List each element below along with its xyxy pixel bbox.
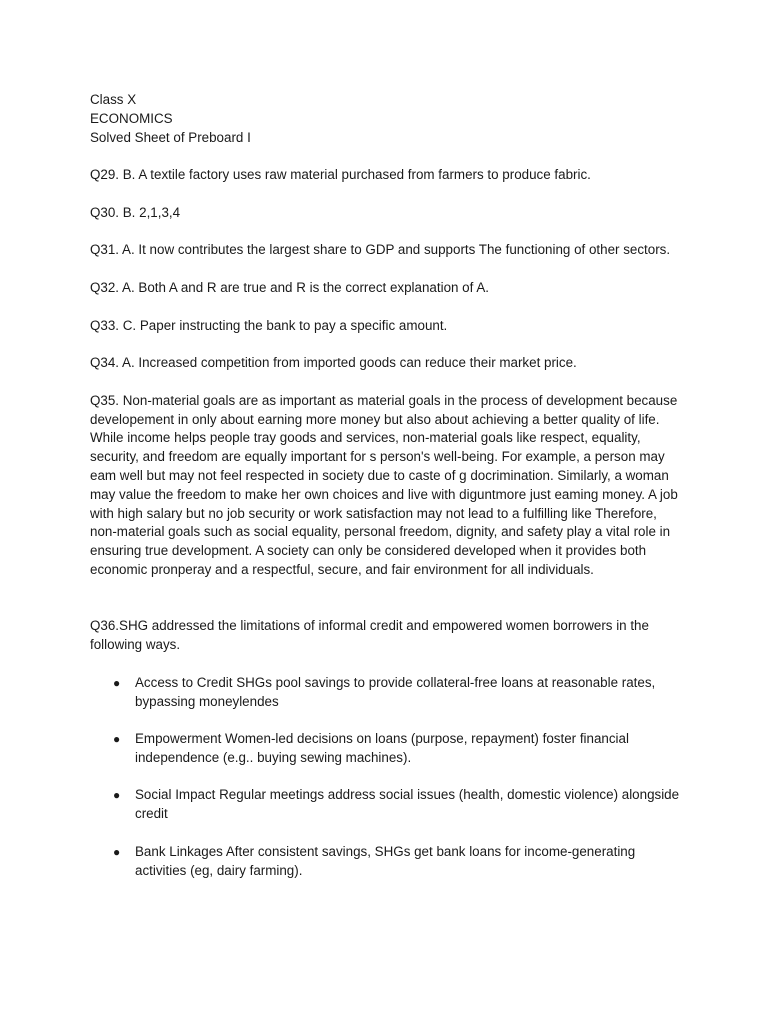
list-item <box>90 674 680 712</box>
class-label: Class X <box>90 92 137 107</box>
list-item-text: Bank Linkages After consistent savings, SHGs get bank loans for income-generating activities (eg, dairy farming). <box>135 843 636 878</box>
answer-q35: Q35. Non-material goals are as important as material goals in the process of development because developement in only about earning more money but also about achieving a better quality of life. While income helps people tray goods and services, non-material goals like respect, equality, security, and freedom are equally important for s person's well-being. For example, a person may eam well but may not feel respected in society due to caste of g docrimination. Similarly, a woman may value the freedom to make her own choices and live with diguntmore just eaming money. A job with high salary but no job security or work satisfaction may not lead to a fulfilling like Therefore, non-material goals such as social equality, personal freedom, dignity, and safety play a vital role in ensuring true development. A society can only be considered developed when it provides both economic pronperay and a respectful, secure, and fair environment for all individuals. <box>90 392 678 577</box>
shg-bullet-list <box>90 674 680 881</box>
document-page <box>90 91 680 899</box>
list-item <box>90 730 680 768</box>
answer-q31: Q31. A. It now contributes the largest share to GDP and supports The functioning of other sectors. <box>90 242 671 258</box>
list-item-text: Access to Credit SHGs pool savings to provide collateral-free loans at reasonable rates, bypassing moneylendes <box>135 674 656 709</box>
bullet-icon: ● <box>113 788 121 803</box>
answer-q33: Q33. C. Paper instructing the bank to pay a specific amount. <box>90 317 448 333</box>
sheet-title: Solved Sheet of Preboard I <box>90 129 251 145</box>
list-item-text: Social Impact Regular meetings address social issues (health, domestic violence) alongside credit <box>135 787 680 822</box>
bullet-icon: ● <box>113 732 121 747</box>
bullet-icon: ● <box>113 844 121 859</box>
answer-q30: Q30. B. 2,1,3,4 <box>90 204 181 220</box>
answer-q36: Q36.SHG addressed the limitations of informal credit and empowered women borrowers in the following ways. <box>90 618 649 653</box>
subject-label: ECONOMICS <box>90 110 173 126</box>
answer-q32: Q32. A. Both A and R are true and R is the correct explanation of A. <box>90 279 489 295</box>
document-header <box>90 91 680 147</box>
list-item-text: Empowerment Women-led decisions on loans (purpose, repayment) foster financial independence (e.g.. buying sewing machines). <box>135 731 629 765</box>
list-item <box>90 843 680 881</box>
answer-q34: Q34. A. Increased competition from imported goods can reduce their market price. <box>90 355 577 371</box>
list-item <box>90 786 680 824</box>
bullet-icon: ● <box>113 675 121 690</box>
answer-q29: Q29. B. A textile factory uses raw material purchased from farmers to produce fabric. <box>90 167 591 183</box>
